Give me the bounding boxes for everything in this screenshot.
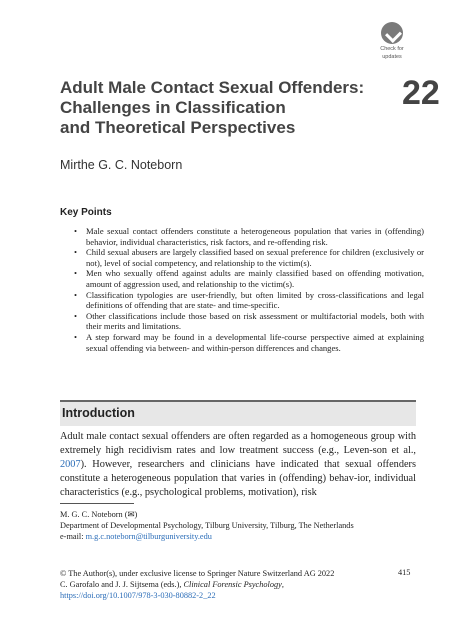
author-affiliation [60, 509, 430, 542]
key-point-item: • Male sexual contact offenders constitute a heterogeneous population that varies in (offending) behavior, individual characteristics, risk factors, and re-offending risk. [74, 226, 424, 247]
citation-comma: , [281, 580, 284, 589]
introduction-heading-bar [60, 400, 416, 426]
citation-year-link[interactable]: 2007 [60, 459, 81, 470]
check-for-updates-badge[interactable] [376, 22, 408, 64]
check-badge-line1: Check for [380, 46, 404, 52]
affiliation-name: M. G. C. Noteborn (✉) [60, 510, 138, 519]
affiliation-department: Department of Developmental Psychology, Tilburg University, Tilburg, The Netherlands [60, 521, 354, 530]
author-name: Mirthe G. C. Noteborn [60, 158, 183, 172]
key-point-item: • Men who sexually offend against adults are mainly classified based on offending motivation, amount of aggression used, and relationship to the victim(s). [74, 268, 424, 289]
introduction-heading: Introduction [62, 406, 135, 420]
copyright-line: © The Author(s), under exclusive license to Springer Nature Switzerland AG 2022 [60, 569, 335, 578]
key-points-list [74, 226, 424, 353]
email-label: e-mail: [60, 532, 86, 541]
book-title: Clinical Forensic Psychology [183, 580, 282, 589]
key-point-item: • Other classifications include those based on risk assessment or multifactorial models, both with their merits and limitations. [74, 311, 424, 332]
check-mark-icon [381, 22, 403, 44]
affiliation-email-line [60, 531, 430, 542]
key-point-item: • A step forward may be found in a developmental life-course perspective aimed at explaining sexual offending via between- and within-person differences and changes. [74, 332, 424, 353]
check-badge-line2: updates [382, 54, 402, 60]
key-point-item: • Child sexual abusers are largely classified based on sexual preference for children (exclusively or not), level of social competency, and relationship to the victim(s). [74, 247, 424, 268]
page-number: 415 [398, 568, 411, 577]
key-points-heading: Key Points [60, 207, 112, 218]
copyright-block [60, 568, 400, 601]
introduction-paragraph [60, 430, 416, 500]
key-point-item: • Classification typologies are user-friendly, but often limited by cross-classifications and legal definitions of offending that are state- and time-specific. [74, 290, 424, 311]
doi-link[interactable]: https://doi.org/10.1007/978-3-030-80882-2_22 [60, 591, 216, 600]
title-line-3: and Theoretical Perspectives [60, 118, 296, 137]
footnote-divider [60, 503, 134, 504]
intro-text-part1: Adult male contact sexual offenders are often regarded as a homogeneous group with extremely high recidivism rates and low treatment success (e.g., Leven-son et al., [60, 431, 416, 456]
intro-text-part2: ). However, researchers and clinicians have indicated that sexual offenders constitute a heterogeneous population that varies in (offending) behav-ior, individual characteristics (e.g., psychological problems, motivation), risk [60, 459, 416, 498]
chapter-number: 22 [402, 74, 440, 112]
title-line-1: Adult Male Contact Sexual Offenders: [60, 78, 365, 97]
citation-line [60, 579, 400, 590]
email-link[interactable]: m.g.c.noteborn@tilburguniversity.edu [85, 532, 212, 541]
title-line-2: Challenges in Classification [60, 98, 286, 117]
editors-text: C. Garofalo and J. J. Sijtsema (eds.), [60, 580, 184, 589]
chapter-title [60, 78, 400, 138]
